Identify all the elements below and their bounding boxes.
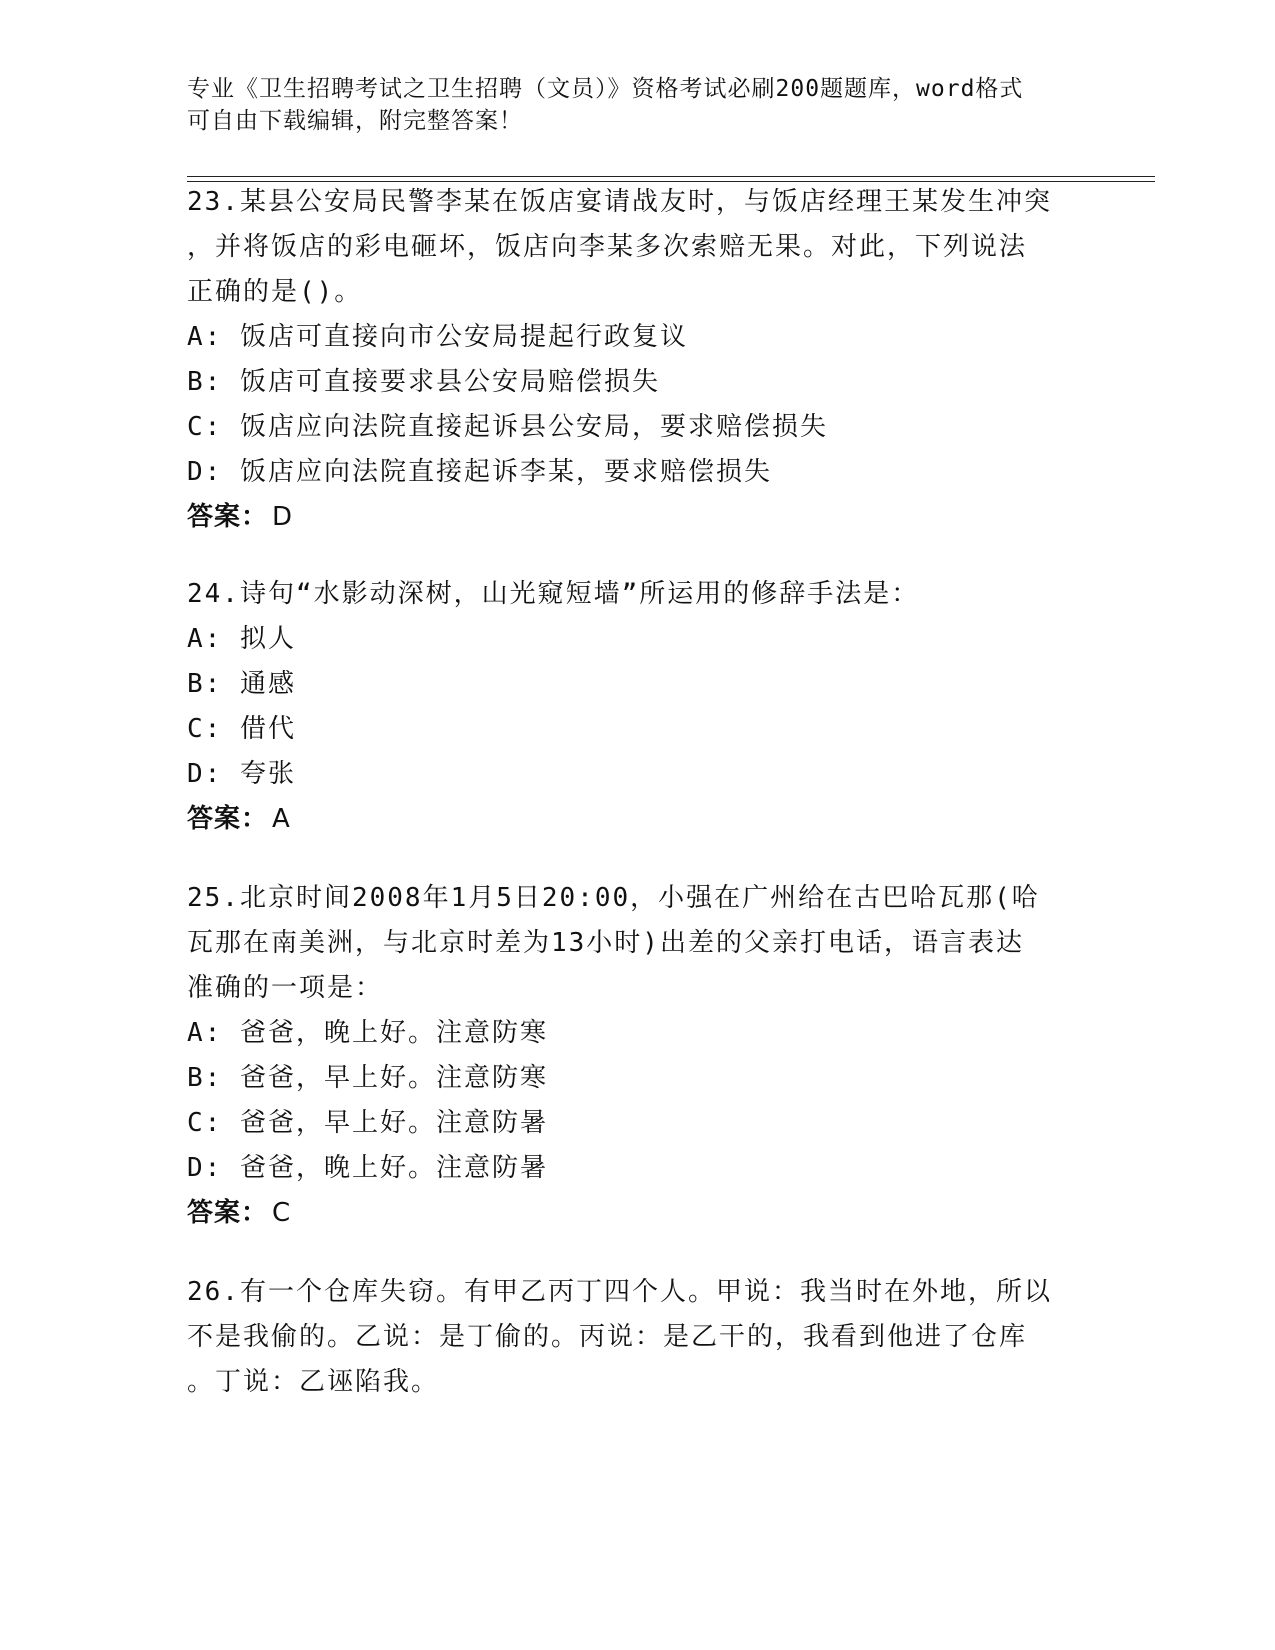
answer <box>187 1191 1067 1236</box>
question-text-line: 26.有一个仓库失窃。有甲乙丙丁四个人。甲说：我当时在外地，所以 <box>187 1277 1052 1307</box>
document-header <box>187 73 1067 137</box>
header-line-2: 可自由下载编辑，附完整答案！ <box>187 108 523 134</box>
question-text-line: 25.北京时间2008年1月5日20:00，小强在广州给在古巴哈瓦那(哈 <box>187 883 1040 913</box>
header-rule-top <box>187 176 1155 177</box>
question-text-line: 正确的是()。 <box>187 277 363 307</box>
option-a: A: 拟人 <box>187 624 296 654</box>
option-d: D: 爸爸，晚上好。注意防暑 <box>187 1153 548 1183</box>
question-25 <box>187 876 1067 1236</box>
answer-value: D <box>272 502 294 532</box>
option-c: C: 饭店应向法院直接起诉县公安局，要求赔偿损失 <box>187 412 828 442</box>
option-d: D: 饭店应向法院直接起诉李某，要求赔偿损失 <box>187 457 772 487</box>
option-a: A: 爸爸，晚上好。注意防寒 <box>187 1018 548 1048</box>
question-text-line: 准确的一项是： <box>187 973 384 1003</box>
answer-value: A <box>272 804 291 834</box>
question-text-line: 24.诗句“水影动深树，山光窥短墙”所运用的修辞手法是： <box>187 579 920 609</box>
option-b: B: 爸爸，早上好。注意防寒 <box>187 1063 548 1093</box>
question-text-line: 23.某县公安局民警李某在饭店宴请战友时，与饭店经理王某发生冲突 <box>187 187 1052 217</box>
question-text-line: 瓦那在南美洲，与北京时差为13小时)出差的父亲打电话，语言表达 <box>187 928 1024 958</box>
answer <box>187 495 1067 540</box>
question-24 <box>187 572 1067 842</box>
answer-label: 答案： <box>187 1198 269 1228</box>
answer-label: 答案： <box>187 804 269 834</box>
answer <box>187 797 1067 842</box>
answer-value: C <box>272 1198 292 1228</box>
option-d: D: 夸张 <box>187 759 296 789</box>
option-c: C: 爸爸，早上好。注意防暑 <box>187 1108 548 1138</box>
question-23 <box>187 180 1067 540</box>
option-c: C: 借代 <box>187 714 296 744</box>
option-b: B: 通感 <box>187 669 296 699</box>
header-line-1: 专业《卫生招聘考试之卫生招聘（文员）》资格考试必刷200题题库，word格式 <box>187 76 1024 102</box>
question-text-line: ，并将饭店的彩电砸坏，饭店向李某多次索赔无果。对此，下列说法 <box>187 232 1028 262</box>
option-b: B: 饭店可直接要求县公安局赔偿损失 <box>187 367 660 397</box>
question-text-line: 不是我偷的。乙说：是丁偷的。丙说：是乙干的，我看到他进了仓库 <box>187 1322 1028 1352</box>
answer-label: 答案： <box>187 502 269 532</box>
option-a: A: 饭店可直接向市公安局提起行政复议 <box>187 322 688 352</box>
question-26 <box>187 1270 1067 1405</box>
question-text-line: 。丁说：乙诬陷我。 <box>187 1367 440 1397</box>
